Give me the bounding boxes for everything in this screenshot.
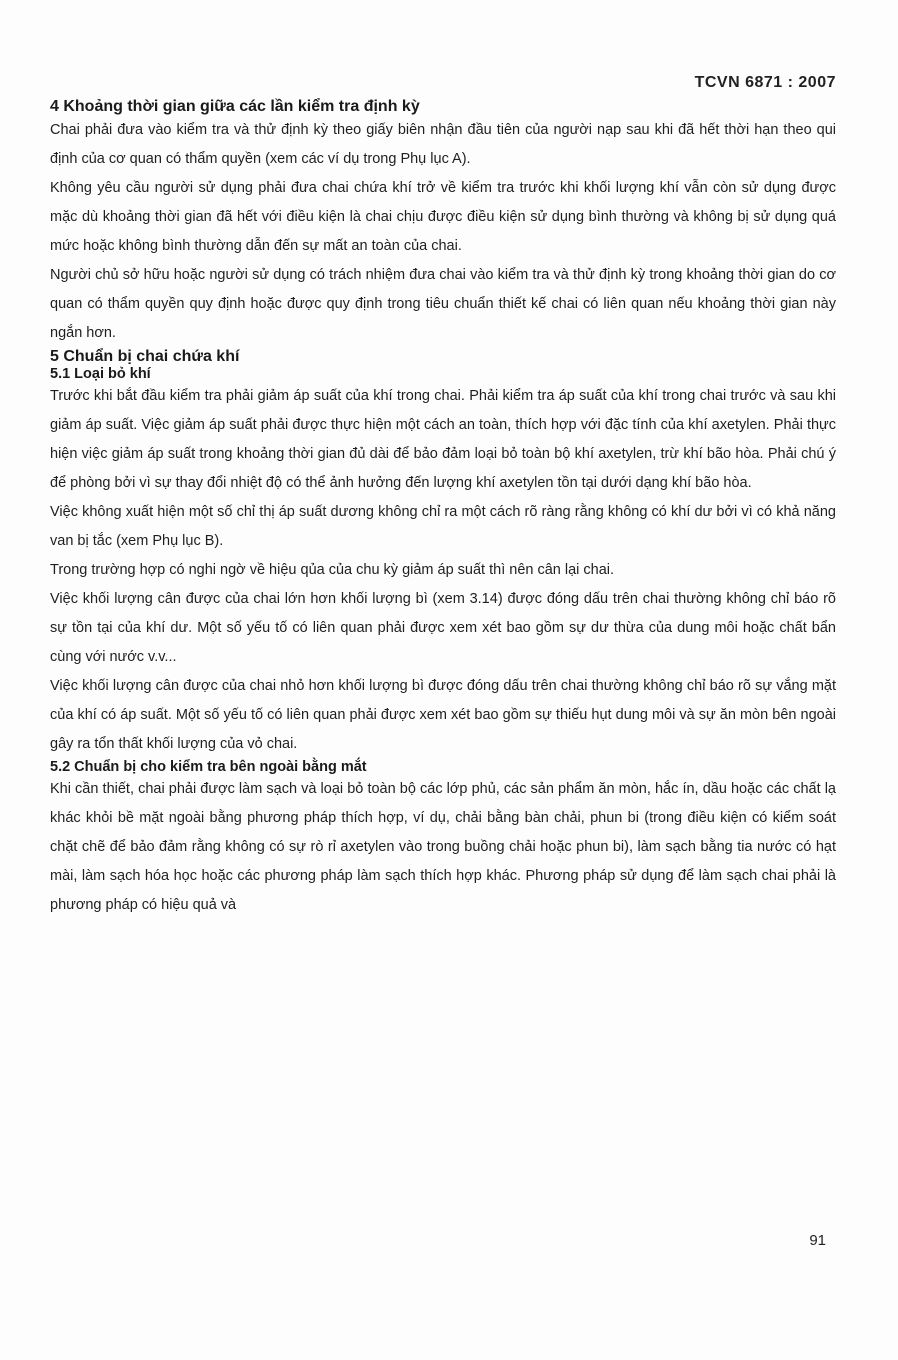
section-5-1-paragraph-5: Việc khối lượng cân được của chai nhỏ hơn khối lượng bì được đóng dấu trên chai thường không chỉ báo rõ sự vắng mặt của khí có áp suất. Một số yếu tố có liên quan phải được xem xét bao gồm sự thiếu hụt dung môi và sự ăn mòn bên ngoài gây ra tổn thất khối lượng của vỏ chai. [50, 678, 836, 752]
page-content [50, 98, 836, 920]
section-4-paragraph-2: Không yêu cầu người sử dụng phải đưa chai chứa khí trở về kiểm tra trước khi khối lượng khí vẫn còn sử dụng được mặc dù khoảng thời gian đã hết với điều kiện là chai chịu được điều kiện sử dụng bình thường và không bị sử dụng quá mức hoặc không bình thường dẫn đến sự mất an toàn của chai. [50, 180, 836, 254]
section-5-1-paragraph-3: Trong trường hợp có nghi ngờ về hiệu qủa của chu kỳ giảm áp suất thì nên cân lại chai. [50, 562, 615, 578]
section-5-1-paragraph-1: Trước khi bắt đầu kiểm tra phải giảm áp suất của khí trong chai. Phải kiểm tra áp suất của khí trong chai trước và sau khi giảm áp suất. Việc giảm áp suất phải được thực hiện một cách an toàn, thích hợp với đặc tính của khí axetylen. Phải thực hiện việc giảm áp suất trong khoảng thời gian đủ dài để bảo đảm loại bỏ toàn bộ khí axetylen, trừ khí bão hòa. Phải chú ý để phòng bởi vì sự thay đổi nhiệt độ có thể ảnh hưởng đến lượng khí axetylen tồn tại dưới dạng khí bão hòa. [50, 388, 836, 491]
section-5-2-paragraph-1: Khi cần thiết, chai phải được làm sạch và loại bỏ toàn bộ các lớp phủ, các sản phẩm ăn mòn, hắc ín, dầu hoặc các chất lạ khác khỏi bề mặt ngoài bằng phương pháp thích hợp, ví dụ, chải bằng bàn chải, phun bi (trong điều kiện có kiểm soát chặt chẽ để bảo đảm rằng không có sự rò rỉ axetylen vào trong buồng chải hoặc phun bi), làm sạch bằng tia nước có hạt mài, làm sạch hóa học hoặc các phương pháp làm sạch thích hợp khác. Phương pháp sử dụng để làm sạch chai phải là phương pháp có hiệu quả và [50, 781, 836, 913]
section-5-2-heading: 5.2 Chuẩn bị cho kiểm tra bên ngoài bằng mắt [50, 759, 367, 775]
section-4-paragraph-1: Chai phải đưa vào kiểm tra và thử định kỳ theo giấy biên nhận đầu tiên của người nạp sau khi đã hết thời hạn theo qui định của cơ quan có thẩm quyền (xem các ví dụ trong Phụ lục A). [50, 122, 836, 167]
standard-code: TCVN 6871 : 2007 [694, 74, 836, 91]
section-5-heading: 5 Chuẩn bị chai chứa khí [50, 348, 240, 365]
section-4-paragraph-3: Người chủ sở hữu hoặc người sử dụng có trách nhiệm đưa chai vào kiểm tra và thử định kỳ trong khoảng thời gian do cơ quan có thẩm quyền quy định hoặc được quy định trong tiêu chuẩn thiết kế chai có liên quan nếu khoảng thời gian này ngắn hơn. [50, 267, 836, 341]
section-4-heading: 4 Khoảng thời gian giữa các lần kiểm tra định kỳ [50, 98, 420, 115]
section-5-1-paragraph-4: Việc khối lượng cân được của chai lớn hơn khối lượng bì (xem 3.14) được đóng dấu trên chai thường không chỉ báo rõ sự tồn tại của khí dư. Một số yếu tố có liên quan phải được xem xét bao gồm sự dư thừa của dung môi hoặc chất bẩn cùng với nước v.v... [50, 591, 836, 665]
page-number: 91 [809, 1232, 826, 1249]
section-5-1-paragraph-2: Việc không xuất hiện một số chỉ thị áp suất dương không chỉ ra một cách rõ ràng rằng không có khí dư bởi vì có khả năng van bị tắc (xem Phụ lục B). [50, 504, 836, 549]
section-5-1-heading: 5.1 Loại bỏ khí [50, 366, 151, 382]
